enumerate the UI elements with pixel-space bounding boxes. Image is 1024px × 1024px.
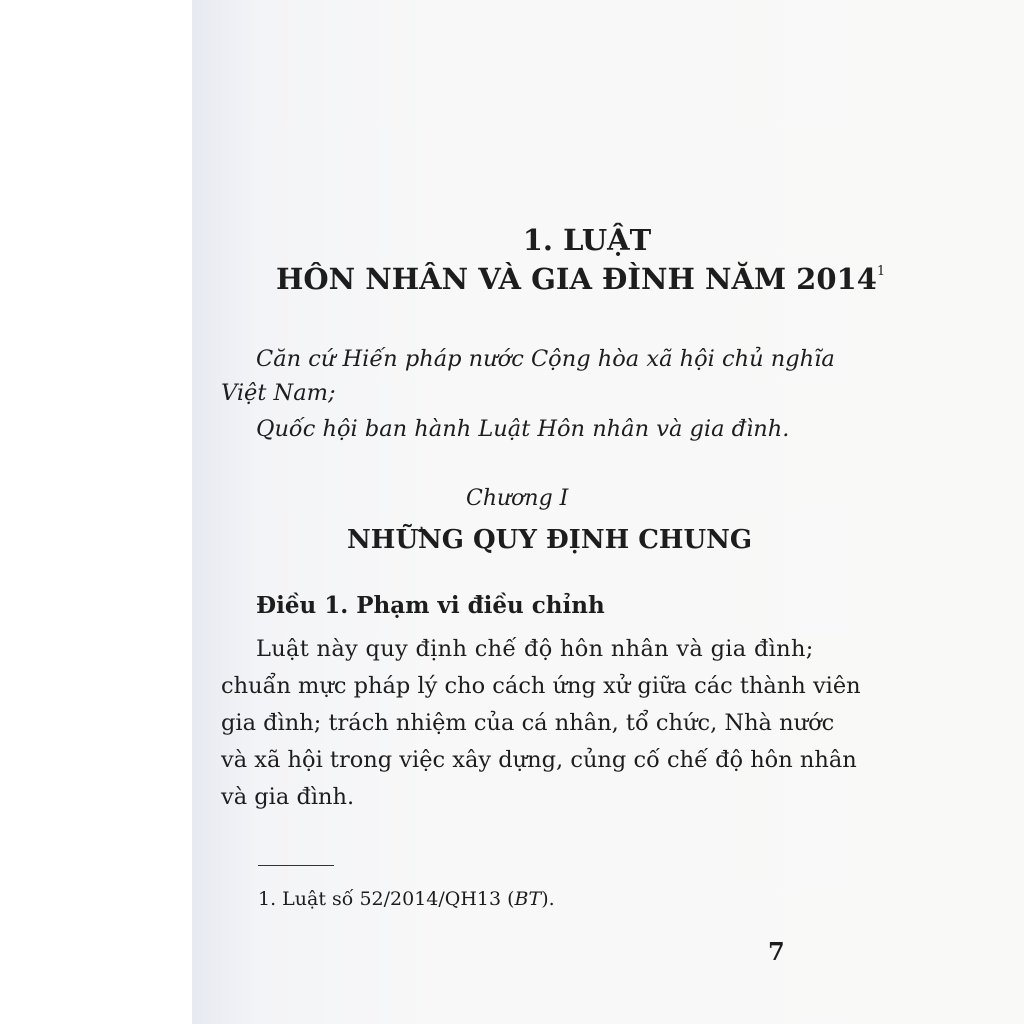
article-line-3: gia đình; trách nhiệm của cá nhân, tổ chức, Nhà nước — [221, 710, 835, 736]
law-number-heading: 1. LUẬT — [522, 223, 652, 257]
footnote-italic: BT — [514, 888, 542, 910]
chapter-label: Chương I — [466, 486, 569, 511]
book-page — [192, 0, 1024, 1024]
preamble-line-1: Căn cứ Hiến pháp nước Cộng hòa xã hội chủ nghĩa — [256, 346, 835, 372]
footnote-divider — [258, 865, 334, 866]
article-line-2: chuẩn mực pháp lý cho cách ứng xử giữa các thành viên — [221, 673, 861, 699]
law-title-heading — [276, 262, 885, 296]
law-title-text: HÔN NHÂN VÀ GIA ĐÌNH NĂM 2014 — [276, 262, 877, 296]
footnote — [258, 888, 555, 910]
footnote-text-after: ). — [541, 888, 555, 910]
chapter-title: NHỮNG QUY ĐỊNH CHUNG — [347, 525, 753, 555]
preamble-line-3: Quốc hội ban hành Luật Hôn nhân và gia đình. — [256, 416, 790, 442]
footnote-text-before: 1. Luật số 52/2014/QH13 ( — [258, 888, 515, 910]
article-line-5: và gia đình. — [221, 784, 355, 810]
article-heading: Điều 1. Phạm vi điều chỉnh — [256, 592, 605, 619]
article-line-4: và xã hội trong việc xây dựng, củng cố chế độ hôn nhân — [221, 747, 857, 773]
article-line-1: Luật này quy định chế độ hôn nhân và gia đình; — [256, 636, 814, 662]
footnote-mark: 1 — [876, 264, 886, 279]
page-number: 7 — [768, 937, 785, 966]
preamble-line-2: Việt Nam; — [221, 380, 336, 406]
